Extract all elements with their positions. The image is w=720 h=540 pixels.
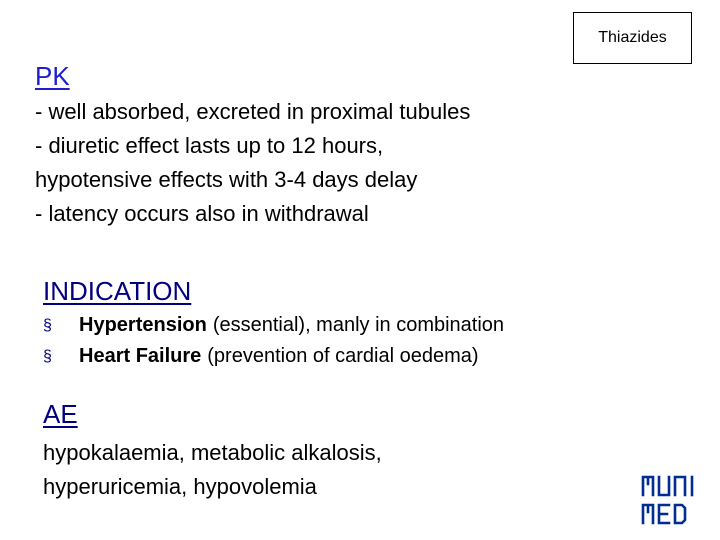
indication-item bbox=[43, 341, 504, 372]
bullet-icon: § bbox=[43, 348, 52, 365]
indication-item-bold: Heart Failure bbox=[79, 345, 202, 367]
slide-title: Thiazides bbox=[598, 29, 667, 46]
indication-list bbox=[43, 310, 504, 372]
indication-heading: INDICATION bbox=[43, 276, 192, 306]
ae-line: hypokalaemia, metabolic alkalosis, bbox=[43, 440, 382, 465]
pk-heading: PK bbox=[35, 61, 70, 91]
indication-item-text bbox=[79, 310, 504, 341]
pk-line: hypotensive effects with 3-4 days delay bbox=[35, 167, 418, 192]
bullet-icon: § bbox=[43, 317, 52, 334]
slide-title-box bbox=[573, 12, 692, 64]
ae-text-block bbox=[43, 436, 382, 504]
pk-line: - latency occurs also in withdrawal bbox=[35, 201, 369, 226]
muni-med-logo-icon bbox=[640, 472, 700, 528]
pk-line: - diuretic effect lasts up to 12 hours, bbox=[35, 133, 384, 158]
indication-item-rest: (prevention of cardial oedema) bbox=[207, 345, 479, 367]
indication-item-rest: (essential), manly in combination bbox=[212, 314, 505, 336]
ae-heading: AE bbox=[43, 399, 78, 429]
indication-item-text bbox=[79, 341, 479, 372]
pk-line: - well absorbed, excreted in proximal tubules bbox=[35, 99, 471, 124]
pk-text-block bbox=[35, 95, 470, 231]
indication-item bbox=[43, 310, 504, 341]
indication-item-bold: Hypertension bbox=[79, 314, 207, 336]
ae-line: hyperuricemia, hypovolemia bbox=[43, 474, 317, 499]
